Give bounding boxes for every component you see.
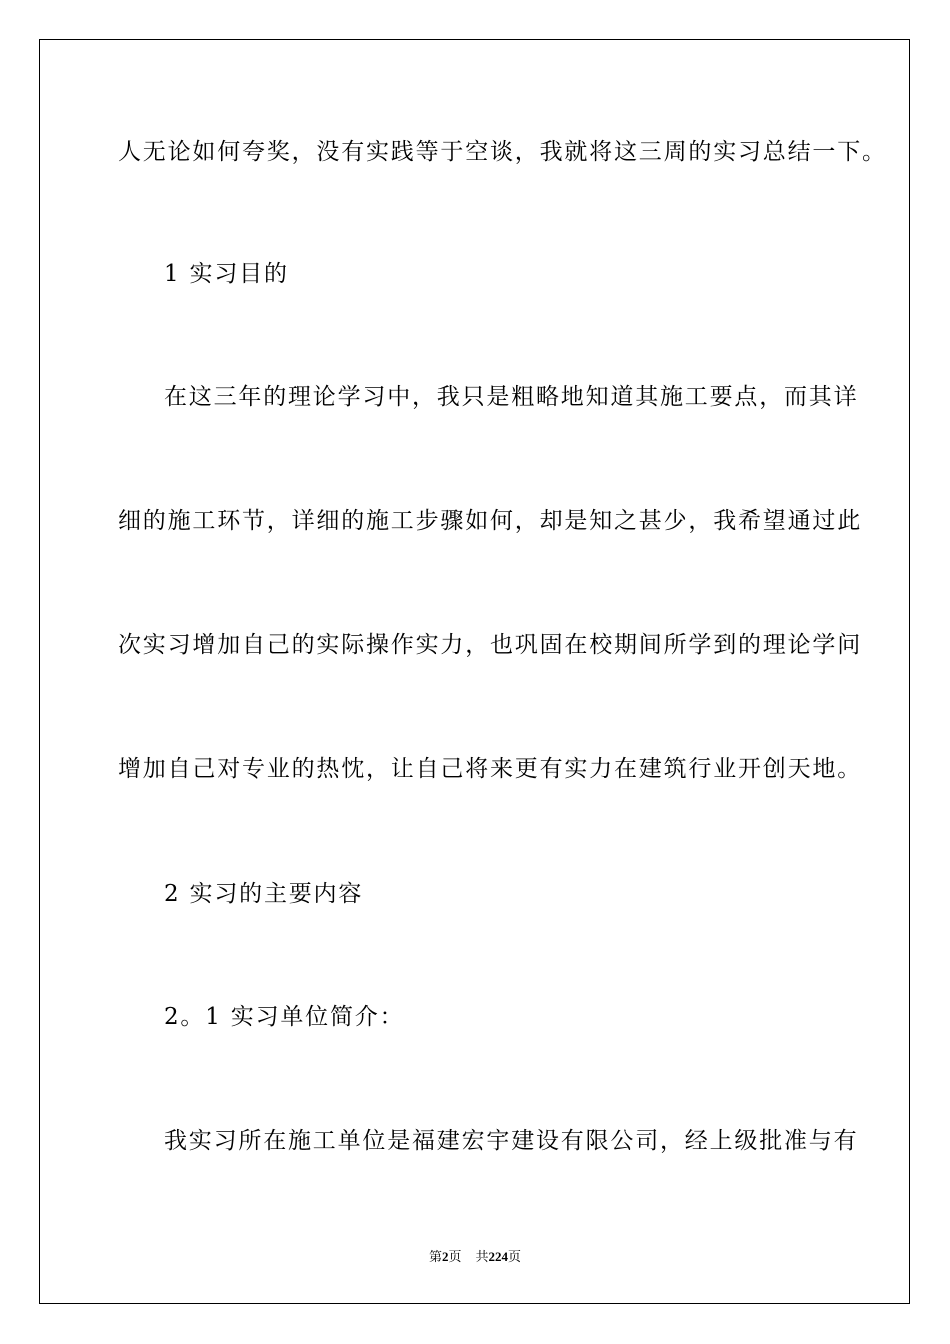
body-line-3: 细的施工环节，详细的施工步骤如何，却是知之甚少，我希望通过此 xyxy=(118,508,862,534)
body-line-1: 人无论如何夸奖，没有实践等于空谈，我就将这三周的实习总结一下。 xyxy=(118,139,887,165)
section-heading-1: 1 实习目的 xyxy=(164,261,289,287)
total-prefix: 共 xyxy=(475,1249,489,1264)
page-number: 2 xyxy=(441,1249,449,1264)
total-pages: 224 xyxy=(488,1249,509,1264)
page-border xyxy=(39,39,910,1304)
body-line-6: 我实习所在施工单位是福建宏宇建设有限公司，经上级批准与有 xyxy=(164,1128,859,1154)
page-footer xyxy=(0,1248,950,1266)
page-suffix: 页 xyxy=(448,1249,462,1264)
body-line-2: 在这三年的理论学习中，我只是粗略地知道其施工要点，而其详 xyxy=(164,384,859,410)
page-prefix: 第 xyxy=(428,1249,442,1264)
body-line-5: 增加自己对专业的热忱，让自己将来更有实力在建筑行业开创天地。 xyxy=(118,756,862,782)
body-line-4: 次实习增加自己的实际操作实力，也巩固在校期间所学到的理论学问 xyxy=(118,632,862,658)
subsection-heading-2-1: 2。1 实习单位简介： xyxy=(164,1004,405,1030)
section-heading-2: 2 实习的主要内容 xyxy=(164,881,364,907)
total-suffix: 页 xyxy=(508,1249,522,1264)
